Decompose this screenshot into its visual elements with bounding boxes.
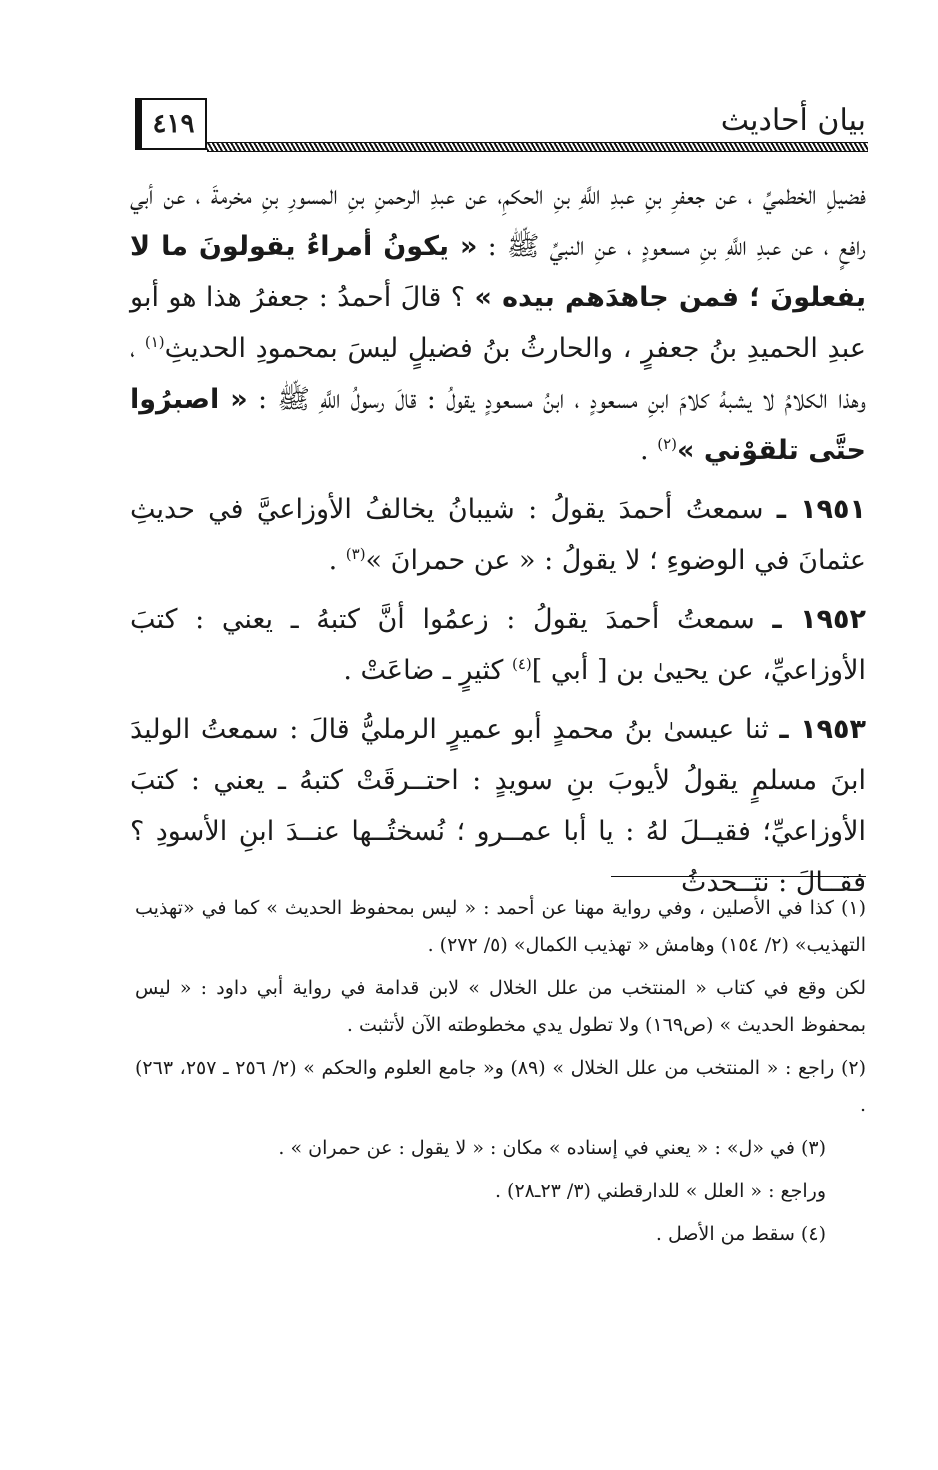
narration-number: ١٩٥١ ـ bbox=[776, 494, 866, 525]
narration-text: سمعتُ أحمدَ يقولُ : شيبانُ يخالفُ الأوزاعيَّ في حديثِ عثمانَ في الوضوءِ ؛ لا يقولُ : « عن حمرانَ » bbox=[130, 494, 866, 576]
paragraph-1952 bbox=[130, 594, 866, 696]
footnote-1: (١) كذا في الأصلين ، وفي رواية مهنا عن أحمد : « ليس بمحفوظ الحديث » كما في «تهذيب التهذيب» (٢/ ١٥٤) وهامش « تهذيب الكمال» (٥/ ٢٧٢) . bbox=[135, 897, 866, 956]
narration-number: ١٩٥٢ ـ bbox=[772, 604, 866, 635]
footnote-ref-1[interactable]: (١) bbox=[144, 333, 165, 351]
footnote-separator bbox=[611, 876, 866, 877]
narration-text: ثنا عيسىٰ بنُ محمدٍ أبو عميرٍ الرمليُّ قالَ : سمعتُ الوليدَ ابنَ مسلمٍ يقولُ لأيوبَ بنِ سويدٍ : احتــرقَتْ كتبهُ ـ يعني : كتبَ الأوزاعيِّ؛ فقيــلَ لهُ : يا أبا عمــرو ؛ نُسختُــها عنــدَ ابنِ الأسودِ ؟ فقــالَ : نتــحدثُ bbox=[130, 714, 866, 898]
page-number: ٤١٩ bbox=[135, 98, 207, 150]
paragraph-1951 bbox=[130, 484, 866, 586]
footnote-1-continued: لكن وقع في كتاب « المنتخب من علل الخلال » لابن قدامة في رواية أبي داود : « ليس بمحفوظ الحديث » (ص١٦٩) ولا تطول يدي مخطوطته الآن لأتثبت . bbox=[135, 977, 866, 1036]
footnote-4: (٤) سقط من الأصل . bbox=[655, 1223, 826, 1245]
narration-text-end: كثيرٍ ـ ضاعَتْ . bbox=[343, 655, 504, 686]
header-rule bbox=[207, 142, 868, 152]
narration-text: سمعتُ أحمدَ يقولُ : زعمُوا أنَّ كتبهُ ـ يعني : كتبَ الأوزاعيِّ، عن يحيىٰ بن [ أبي ] bbox=[130, 604, 866, 686]
footnote-ref-3[interactable]: (٣) bbox=[345, 545, 366, 563]
isnad-text: فضيلِ الخطميِّ ، عن جعفرِ بنِ عبدِ اللَّهِ بنِ الحكمِ، عن عبدِ الرحمنِ بنِ المسورِ بنِ مخرمةَ ، عن أبي رافعٍ ، عن عبدِ اللَّهِ بنِ مسعودٍ ، عنِ النبيِّ ﷺ : bbox=[130, 180, 866, 262]
running-title: بيان أحاديث bbox=[720, 103, 866, 138]
end-mark: . bbox=[640, 435, 649, 466]
paragraph-1953 bbox=[130, 704, 866, 908]
footnote-3-continued: وراجع : « العلل » للدارقطني (٣/ ٢٣ـ٢٨) . bbox=[494, 1180, 826, 1202]
hadith-text: « يكونُ أمراءُ يقولونَ ما لا يفعلونَ ؛ فمن جاهدَهم بيده » bbox=[130, 231, 866, 313]
commentary-text: ؟ قالَ أحمدُ : جعفرُ هذا هو أبو عبدِ الحميدِ بنُ جعفرٍ ، والحارثُ بنُ فضيلٍ ليسَ بمحمودِ الحديثِ bbox=[130, 282, 866, 364]
hadith-text-2: « اصبرُوا حتَّى تلقوْني » bbox=[130, 384, 866, 466]
end-mark: . bbox=[328, 545, 338, 576]
footnote-ref-4[interactable]: (٤) bbox=[512, 655, 532, 673]
footnotes bbox=[135, 890, 866, 1253]
narration-number: ١٩٥٣ ـ bbox=[779, 714, 866, 745]
commentary-text-2: ، وهذا الكلامُ لا يشبهُ كلامَ ابنِ مسعودٍ ، ابنُ مسعودٍ يقولُ : قالَ رسولُ اللَّهِ ﷺ : bbox=[130, 333, 866, 415]
paragraph-1950-continued bbox=[130, 170, 866, 476]
footnote-ref-2[interactable]: (٢) bbox=[657, 435, 677, 453]
main-text bbox=[130, 170, 866, 908]
footnote-3: (٣) في «ل» : « يعني في إسناده » مكان : « لا يقول : عن حمران » . bbox=[278, 1137, 826, 1159]
footnote-2: (٢) راجع : « المنتخب من علل الخلال » (٨٩) و« جامع العلوم والحكم » (٢/ ٢٥٦ ـ ٢٥٧، ٢٦٣) . bbox=[135, 1057, 867, 1116]
